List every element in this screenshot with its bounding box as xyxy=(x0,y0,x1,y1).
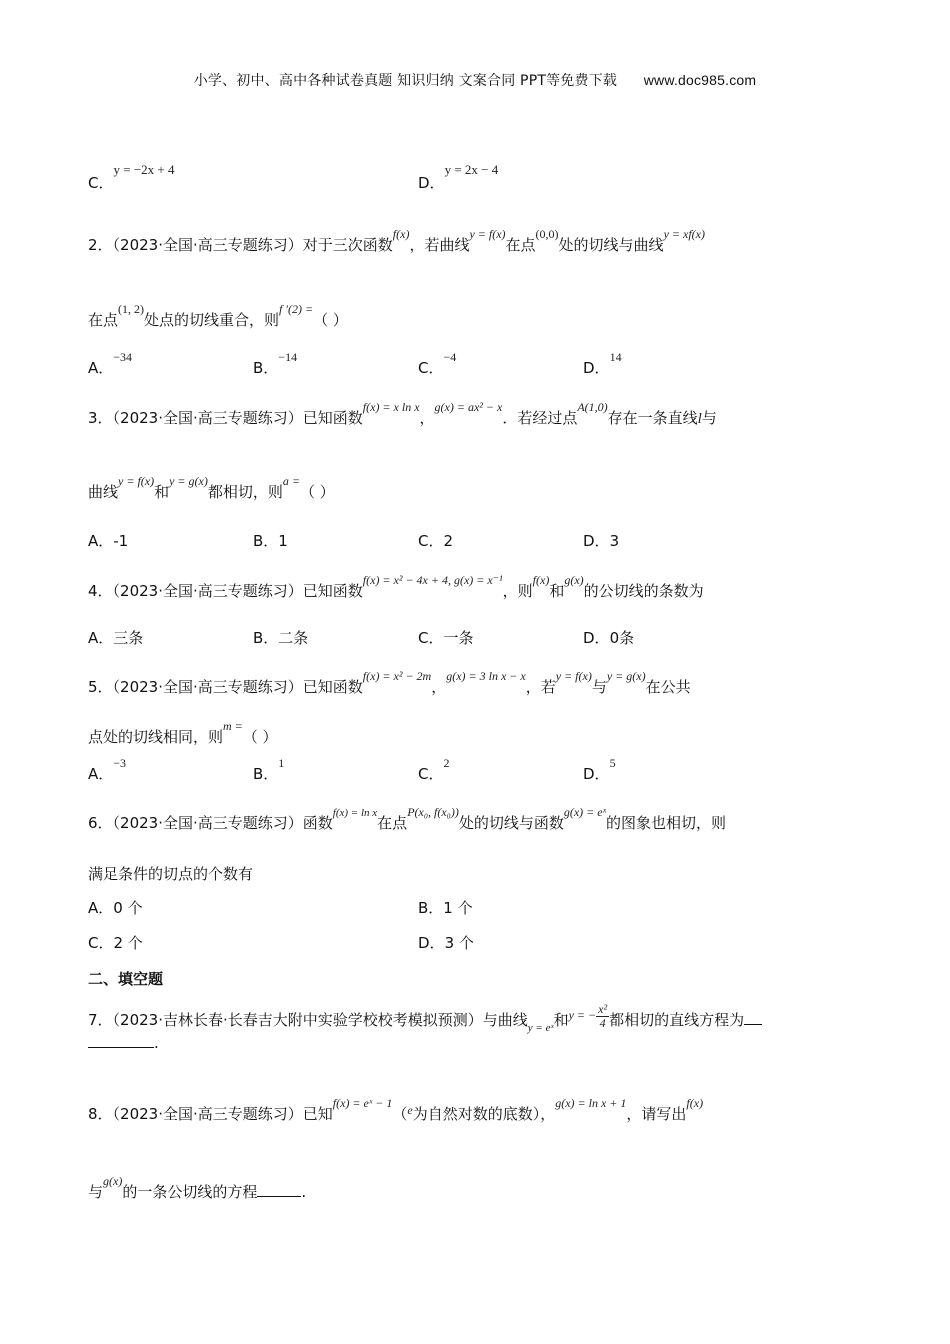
q1-option-c-expr: y = −2x + 4 xyxy=(113,162,175,177)
q1-option-d: D．y = 2x − 4 xyxy=(418,162,499,192)
q3-line2: 曲线$^{y = f(x)}$和$^{y = g(x)}$都相切，则$^{a =}$（ ） xyxy=(88,474,335,501)
q8-answer-blank[interactable] xyxy=(257,1182,301,1197)
q7-fraction: $\frac{\text{x²}}{4}$ xyxy=(598,1002,608,1030)
q5-line2: 点处的切线相同，则$^{m =}$（ ） xyxy=(88,719,278,746)
q4-option-a: A．三条 xyxy=(88,629,144,647)
q3-option-b: B．1 xyxy=(253,532,288,550)
q8-number: 8． xyxy=(88,1105,113,1123)
q8-source: （2023·全国·高三专题练习） xyxy=(112,1105,303,1123)
q6-option-c: C．2 个 xyxy=(88,934,143,952)
q7-number: 7． xyxy=(88,1011,113,1029)
q5-option-b: B．$^1$ xyxy=(253,756,285,783)
q3-line1: 3．（2023·全国·高三专题练习）已知函数$^{f(x) = x ln x}$，$^{g(x) = ax^2 - x}$．若经过点$^{A(1,0)}$存在一条直线l与 xyxy=(88,400,717,427)
q5-option-c: C．$^2$ xyxy=(418,756,450,783)
q2-option-b: B．$^{-14}$ xyxy=(253,350,298,377)
q2-line1: 2．（2023·全国·高三专题练习）对于三次函数$^{f(x)}$，若曲线$^{y = f(x)}$在点$^{(0,0)}$处的切线与曲线$^{y = xf(x)}$ xyxy=(88,227,705,254)
header-text: 小学、初中、高中各种试卷真题 知识归纳 文案合同 PPT等免费下载 xyxy=(193,73,618,89)
q2-option-a: A．$^{-34}$ xyxy=(88,350,133,377)
q6-option-a: A．0 个 xyxy=(88,899,143,917)
q2-source: （2023·全国·高三专题练习） xyxy=(112,236,303,254)
q7-answer-blank-part1[interactable] xyxy=(744,1010,762,1025)
q5-number: 5． xyxy=(88,678,113,696)
q2-option-c: C．$^{-4}$ xyxy=(418,350,457,377)
q6-option-d: D．3 个 xyxy=(418,934,474,952)
q4-source: （2023·全国·高三专题练习） xyxy=(112,582,303,600)
q3-option-c: C．2 xyxy=(418,532,454,550)
q3-number: 3． xyxy=(88,409,113,427)
q7-line2: . xyxy=(88,1033,159,1052)
q5-option-d: D．$^5$ xyxy=(583,756,616,783)
q7-answer-blank-part2[interactable] xyxy=(88,1033,154,1048)
q4-number: 4． xyxy=(88,582,113,600)
q6-line1: 6．（2023·全国·高三专题练习）函数$^{f(x) = ln x}$在点$^{P(x_0, f(x_0))}$处的切线与函数$^{g(x) = eˣ}$的图象也相切，则 xyxy=(88,805,727,832)
q8-line1: 8．（2023·全国·高三专题练习）已知$^{f(x) = eˣ - 1}$（$^e$为自然对数的底数），$^{g(x) = ln x + 1}$，请写出$^{f(x)}$ xyxy=(88,1096,704,1123)
q3-option-d: D．3 xyxy=(583,532,620,550)
q7-line1: 7．（2023·吉林长春·长春吉大附中实验学校校考模拟预测）与曲线$_{y = eˣ}$和$^{y = -}$ $\frac{\text{x²}}{4}$ 都相切的直线方程为 xyxy=(88,1007,762,1034)
q4-line1: 4．（2023·全国·高三专题练习）已知函数$^{f(x) = x^2 - 4x + 4, g(x) = x^{-1}}$，则$^{f(x)}$和$^{g(x)}$的公切线的条数为 xyxy=(88,573,704,600)
q6-number: 6． xyxy=(88,814,113,832)
q4-option-c: C．一条 xyxy=(418,629,474,647)
q2-line2: 在点$^{(1, 2)}$处点的切线重合，则$^{f '(2) =}$（ ） xyxy=(88,302,348,329)
q5-source: （2023·全国·高三专题练习） xyxy=(112,678,303,696)
q4-option-d: D．0条 xyxy=(583,629,635,647)
q6-source: （2023·全国·高三专题练习） xyxy=(112,814,303,832)
q3-source: （2023·全国·高三专题练习） xyxy=(112,409,303,427)
section-title-fill-in: 二、填空题 xyxy=(88,970,164,988)
q5-option-a: A．$^{-3}$ xyxy=(88,756,127,783)
page-header xyxy=(0,70,950,90)
header-site: www.doc985.com xyxy=(643,72,757,88)
q2-number: 2． xyxy=(88,236,113,254)
q2-option-d: D．$^{14}$ xyxy=(583,350,622,377)
q4-option-b: B．二条 xyxy=(253,629,309,647)
q1-option-d-expr: y = 2x − 4 xyxy=(444,162,499,177)
q5-line1: 5．（2023·全国·高三专题练习）已知函数$^{f(x) = x^2 - 2m}$，$^{g(x) = 3 ln x - x}$，若$^{y = f(x)}$与$^{y = g(x)}$在公共 xyxy=(88,669,691,696)
q6-line2: 满足条件的切点的个数有 xyxy=(88,865,254,883)
q7-source: （2023·吉林长春·长春吉大附中实验学校校考模拟预测） xyxy=(112,1011,483,1029)
q6-option-b: B．1 个 xyxy=(418,899,473,917)
q3-option-a: A．-1 xyxy=(88,532,129,550)
q1-option-c: C．y = −2x + 4 xyxy=(88,162,175,192)
q8-line2: 与$^{g(x)}$的一条公切线的方程 . xyxy=(88,1174,307,1201)
